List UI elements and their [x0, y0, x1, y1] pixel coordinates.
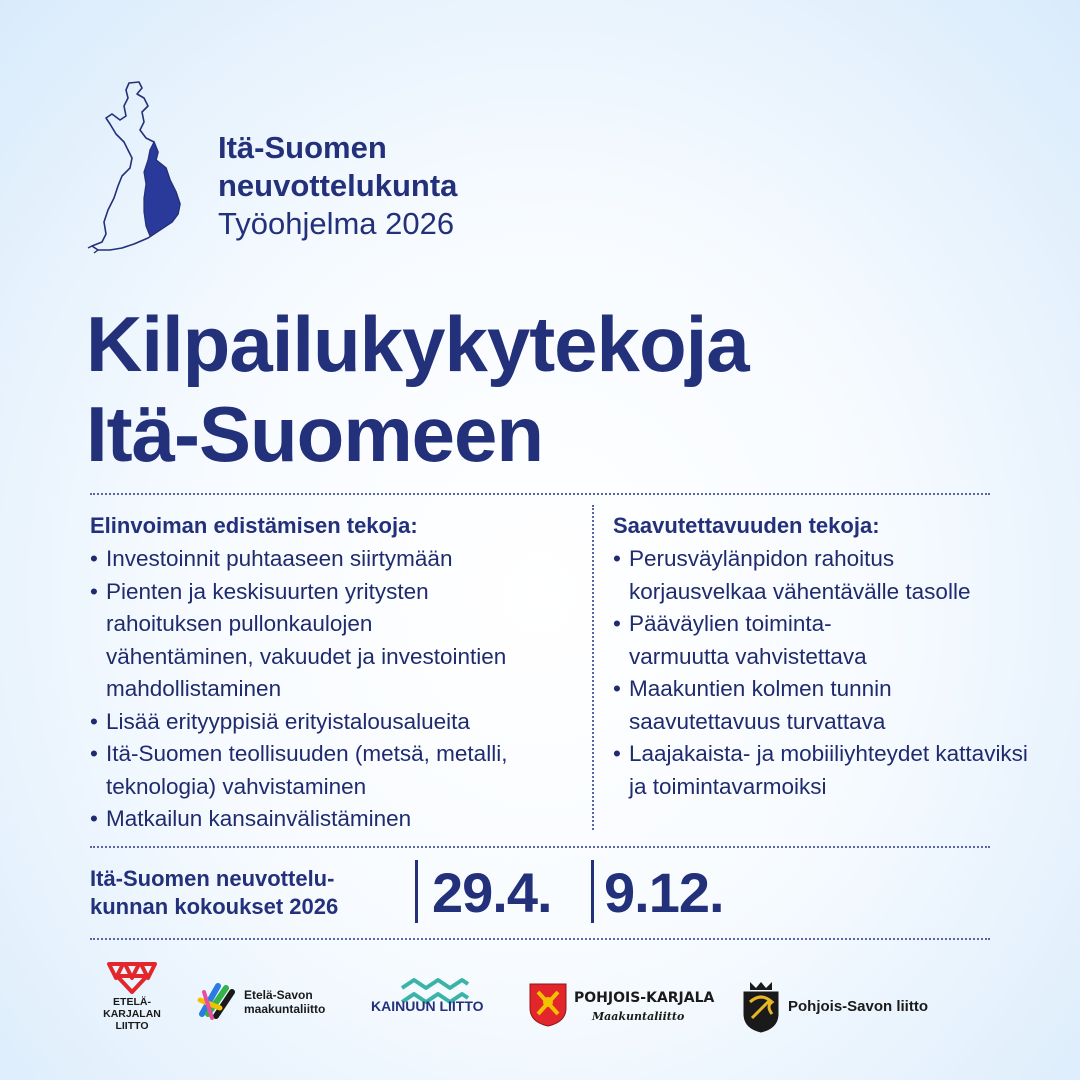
pohjois-savo-logo: Pohjois-Savon liitto: [742, 950, 962, 1050]
bullet-icon: •: [90, 708, 98, 734]
org-name-line2: neuvottelukunta: [218, 168, 458, 203]
right-action-list: [613, 543, 1033, 803]
bullet-icon: •: [90, 546, 98, 571]
etela-karjala-logo: ETELÄ- KARJALAN LIITTO: [92, 950, 172, 1050]
kainuu-logo: KAINUUN LIITTO: [365, 950, 505, 1050]
list-item: • Investoinnit puhtaaseen siirtymään: [90, 543, 585, 576]
divider-top: [90, 493, 990, 495]
finland-map-icon: [84, 80, 194, 255]
etela-karjala-emblem-icon: [103, 954, 161, 994]
divider-bottom: [90, 938, 990, 940]
bullet-icon: •: [90, 578, 98, 604]
headline-line2: Itä-Suomeen: [86, 390, 544, 478]
pohjois-savo-coat-of-arms-icon: [742, 980, 780, 1034]
meetings-label: Itä-Suomen neuvottelu- kunnan kokoukset 2026: [90, 866, 339, 919]
etela-savo-logo: Etelä-Savon maakuntaliitto: [196, 950, 346, 1050]
bullet-icon: •: [90, 806, 98, 831]
meeting-date-2: 9.12.: [604, 861, 724, 924]
meeting-date-1: 29.4.: [432, 861, 552, 924]
etela-savo-emblem-icon: [196, 978, 240, 1022]
list-item: • Maakuntien kolmen tunnin saavutettavuus turvattava: [613, 673, 973, 738]
bullet-icon: •: [613, 676, 621, 701]
bullet-icon: •: [90, 741, 98, 766]
left-column-title: Elinvoiman edistämisen tekoja:: [90, 513, 418, 538]
left-column: [90, 511, 585, 836]
bullet-icon: •: [613, 741, 621, 766]
meeting-separator: [415, 860, 418, 923]
list-item: • Itä-Suomen teollisuuden (metsä, metalli, teknologia) vahvistaminen: [90, 738, 540, 803]
program-title: Työohjelma 2026: [218, 206, 455, 241]
left-action-list: [90, 543, 585, 836]
meeting-separator: [591, 860, 594, 923]
headline-line1: Kilpailukykytekoja: [86, 300, 749, 388]
right-column-title: Saavutettavuuden tekoja:: [613, 513, 880, 538]
divider-middle: [90, 846, 990, 848]
org-name-line1: Itä-Suomen: [218, 130, 387, 165]
list-item: • Pääväylien toiminta-varmuutta vahvistettava: [613, 608, 913, 673]
list-item: • Laajakaista- ja mobiiliyhteydet kattaviksi ja toimintavarmoiksi: [613, 738, 1028, 803]
bullet-icon: •: [613, 611, 621, 636]
list-item: • Pienten ja keskisuurten yritysten rahoituksen pullonkaulojen vähentäminen, vakuudet ja investointien mahdollistaminen: [90, 576, 520, 706]
divider-vertical: [592, 505, 594, 830]
right-column: [613, 511, 1033, 803]
bullet-icon: •: [613, 546, 621, 571]
list-item: • Lisää erityyppisiä erityistalousalueita: [90, 706, 585, 739]
list-item: • Matkailun kansainvälistäminen: [90, 803, 585, 836]
list-item: • Perusväylänpidon rahoitus korjausvelkaa vähentävälle tasolle: [613, 543, 983, 608]
pohjois-karjala-coat-of-arms-icon: [528, 982, 568, 1028]
pohjois-karjala-logo: POHJOIS-KARJALA Maakuntaliitto: [528, 950, 718, 1050]
